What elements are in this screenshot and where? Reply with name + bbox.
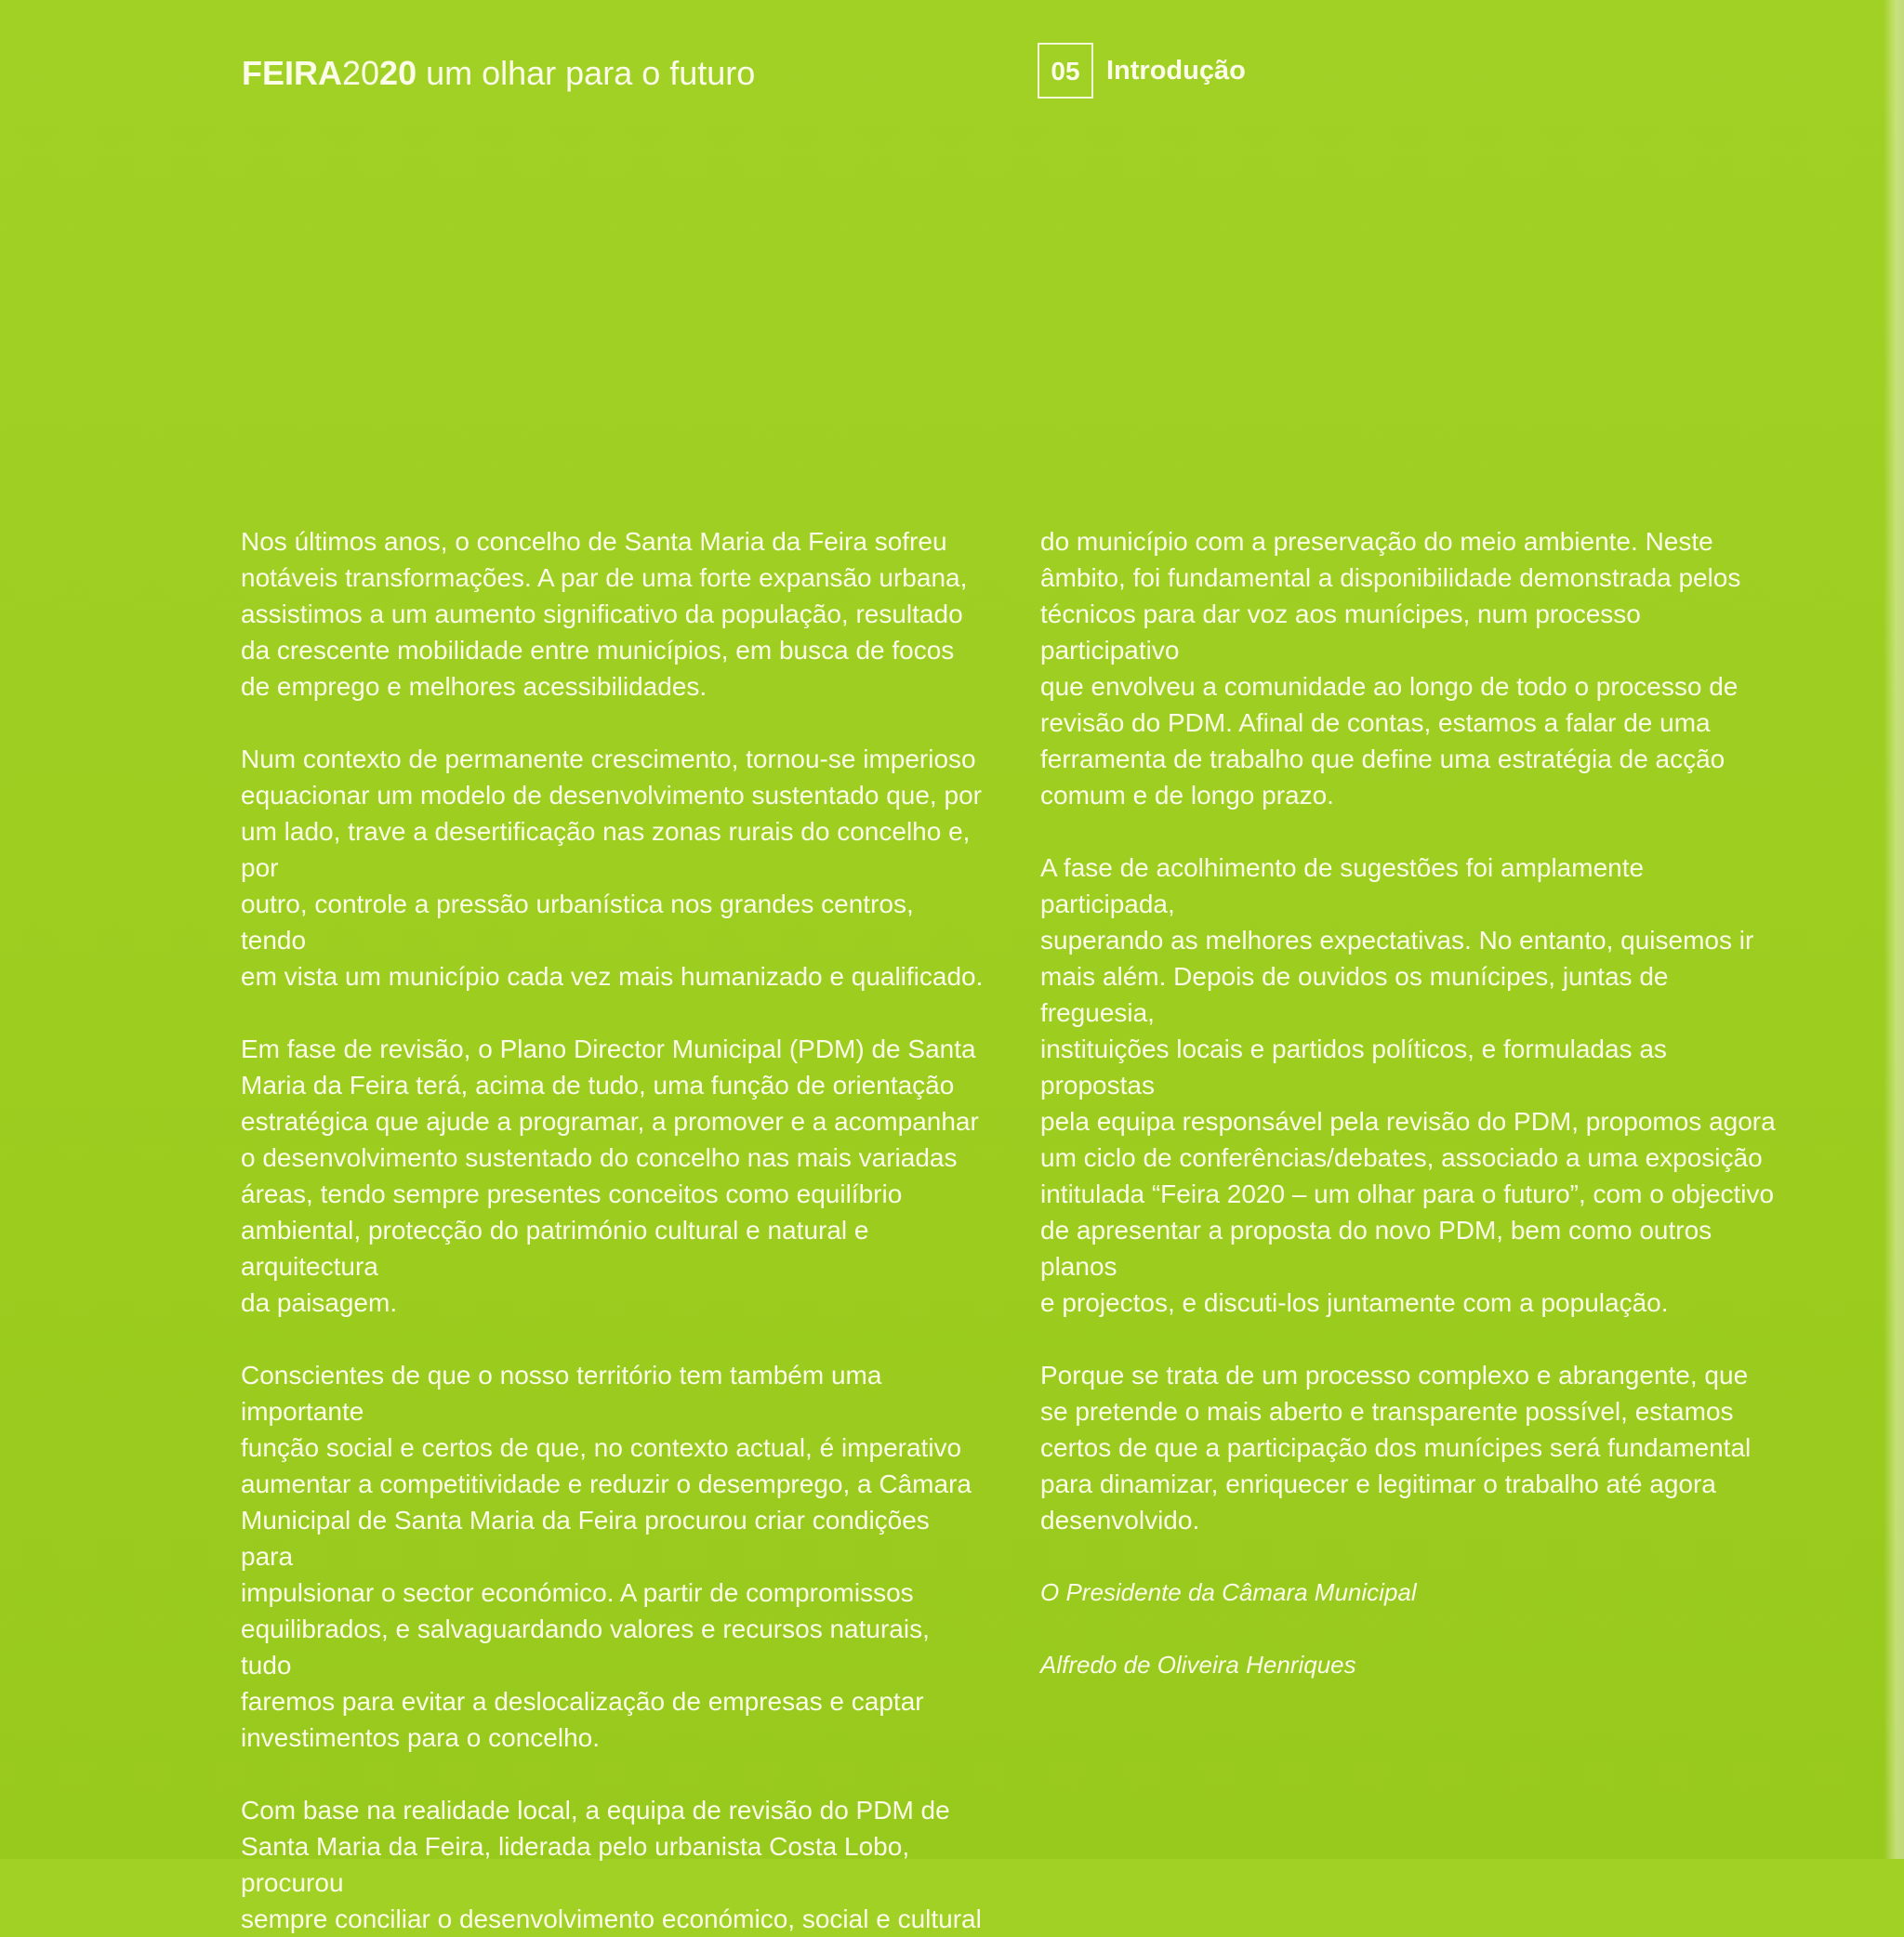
paragraph — [1040, 1357, 1784, 1538]
text-line: revisão do PDM. Afinal de contas, estamos a falar de uma — [1040, 708, 1711, 737]
text-line: técnicos para dar voz aos munícipes, num processo participativo — [1040, 600, 1641, 665]
text-line: de emprego e melhores acessibilidades. — [241, 672, 707, 701]
text-line: Com base na realidade local, a equipa de revisão do PDM de — [241, 1796, 950, 1825]
text-line: instituições locais e partidos políticos, e formuladas as propostas — [1040, 1034, 1667, 1100]
text-line: do município com a preservação do meio ambiente. Neste — [1040, 527, 1713, 556]
text-line: o desenvolvimento sustentado do concelho nas mais variadas — [241, 1143, 958, 1172]
text-line: Em fase de revisão, o Plano Director Municipal (PDM) de Santa — [241, 1034, 976, 1063]
text-line: Nos últimos anos, o concelho de Santa Maria da Feira sofreu — [241, 527, 947, 556]
text-line: notáveis transformações. A par de uma forte expansão urbana, — [241, 563, 968, 592]
left-text-column — [241, 523, 985, 1937]
text-line: faremos para evitar a deslocalização de empresas e captar — [241, 1687, 924, 1716]
text-line: âmbito, foi fundamental a disponibilidade demonstrada pelos — [1040, 563, 1741, 592]
text-line: investimentos para o concelho. — [241, 1723, 600, 1752]
text-line: da paisagem. — [241, 1288, 398, 1317]
text-line: se pretende o mais aberto e transparente possível, estamos — [1040, 1397, 1734, 1426]
text-line: impulsionar o sector económico. A partir de compromissos — [241, 1578, 914, 1607]
brand-year-second: 20 — [379, 54, 417, 92]
paragraph — [1040, 850, 1784, 1321]
text-line: ambiental, protecção do património cultural e natural e arquitectura — [241, 1216, 869, 1281]
text-line: um ciclo de conferências/debates, associado a uma exposição — [1040, 1143, 1763, 1172]
text-line: Porque se trata de um processo complexo e abrangente, que — [1040, 1361, 1749, 1390]
text-line: áreas, tendo sempre presentes conceitos como equilíbrio — [241, 1179, 903, 1208]
text-line: e projectos, e discuti-los juntamente com a população. — [1040, 1288, 1669, 1317]
text-line: Santa Maria da Feira, liderada pelo urbanista Costa Lobo, procurou — [241, 1832, 910, 1897]
paragraph — [241, 1357, 985, 1756]
page-number: 05 — [1038, 43, 1093, 99]
text-line: Num contexto de permanente crescimento, tornou-se imperioso — [241, 744, 976, 773]
text-line: A fase de acolhimento de sugestões foi amplamente participada, — [1040, 853, 1645, 918]
text-line: sempre conciliar o desenvolvimento económico, social e cultural — [241, 1904, 982, 1933]
text-line: Maria da Feira terá, acima de tudo, uma função de orientação — [241, 1071, 955, 1100]
publication-title — [242, 54, 755, 93]
paragraph — [241, 1792, 985, 1937]
section-header — [1038, 43, 1246, 99]
tagline: um olhar para o futuro — [416, 54, 756, 92]
text-line: um lado, trave a desertificação nas zonas rurais do concelho e, por — [241, 817, 971, 882]
text-line: de apresentar a proposta do novo PDM, bem como outros planos — [1040, 1216, 1712, 1281]
text-line: equacionar um modelo de desenvolvimento sustentado que, por — [241, 781, 982, 810]
paragraph — [1040, 523, 1784, 813]
text-line: estratégica que ajude a programar, a promover e a acompanhar — [241, 1107, 979, 1136]
text-line: Municipal de Santa Maria da Feira procurou criar condições para — [241, 1506, 930, 1571]
text-line: ferramenta de trabalho que define uma estratégia de acção — [1040, 744, 1726, 773]
brand-feira: FEIRA — [242, 54, 342, 92]
text-line: que envolveu a comunidade ao longo de todo o processo de — [1040, 672, 1739, 701]
text-line: pela equipa responsável pela revisão do PDM, propomos agora — [1040, 1107, 1776, 1136]
paragraph — [241, 741, 985, 995]
page-edge — [1884, 0, 1904, 1859]
text-line: da crescente mobilidade entre municípios, em busca de focos — [241, 636, 955, 665]
right-paragraphs — [1040, 523, 1784, 1538]
text-line: assistimos a um aumento significativo da população, resultado — [241, 600, 963, 628]
text-line: outro, controle a pressão urbanística nos grandes centros, tendo — [241, 889, 914, 955]
text-line: para dinamizar, enriquecer e legitimar o trabalho até agora — [1040, 1469, 1716, 1498]
text-line: superando as melhores expectativas. No entanto, quisemos ir — [1040, 926, 1754, 955]
signature-name: Alfredo de Oliveira Henriques — [1040, 1651, 1356, 1679]
text-line: intitulada “Feira 2020 – um olhar para o futuro”, com o objectivo — [1040, 1179, 1775, 1208]
text-line: desenvolvido. — [1040, 1506, 1200, 1535]
paragraph — [241, 1031, 985, 1321]
text-line: certos de que a participação dos munícipes será fundamental — [1040, 1433, 1752, 1462]
signature-title: O Presidente da Câmara Municipal — [1040, 1578, 1417, 1606]
text-line: comum e de longo prazo. — [1040, 781, 1334, 810]
text-line: em vista um município cada vez mais humanizado e qualificado. — [241, 962, 984, 991]
text-line: mais além. Depois de ouvidos os munícipes, juntas de freguesia, — [1040, 962, 1669, 1027]
paragraph — [241, 523, 985, 705]
text-line: Conscientes de que o nosso território tem também uma importante — [241, 1361, 882, 1426]
right-text-column — [1040, 523, 1784, 1720]
section-title: Introdução — [1106, 55, 1246, 86]
text-line: equilibrados, e salvaguardando valores e recursos naturais, tudo — [241, 1614, 930, 1680]
text-line: aumentar a competitividade e reduzir o desemprego, a Câmara — [241, 1469, 972, 1498]
brand-year-first: 20 — [342, 54, 380, 92]
text-line: função social e certos de que, no contexto actual, é imperativo — [241, 1433, 962, 1462]
